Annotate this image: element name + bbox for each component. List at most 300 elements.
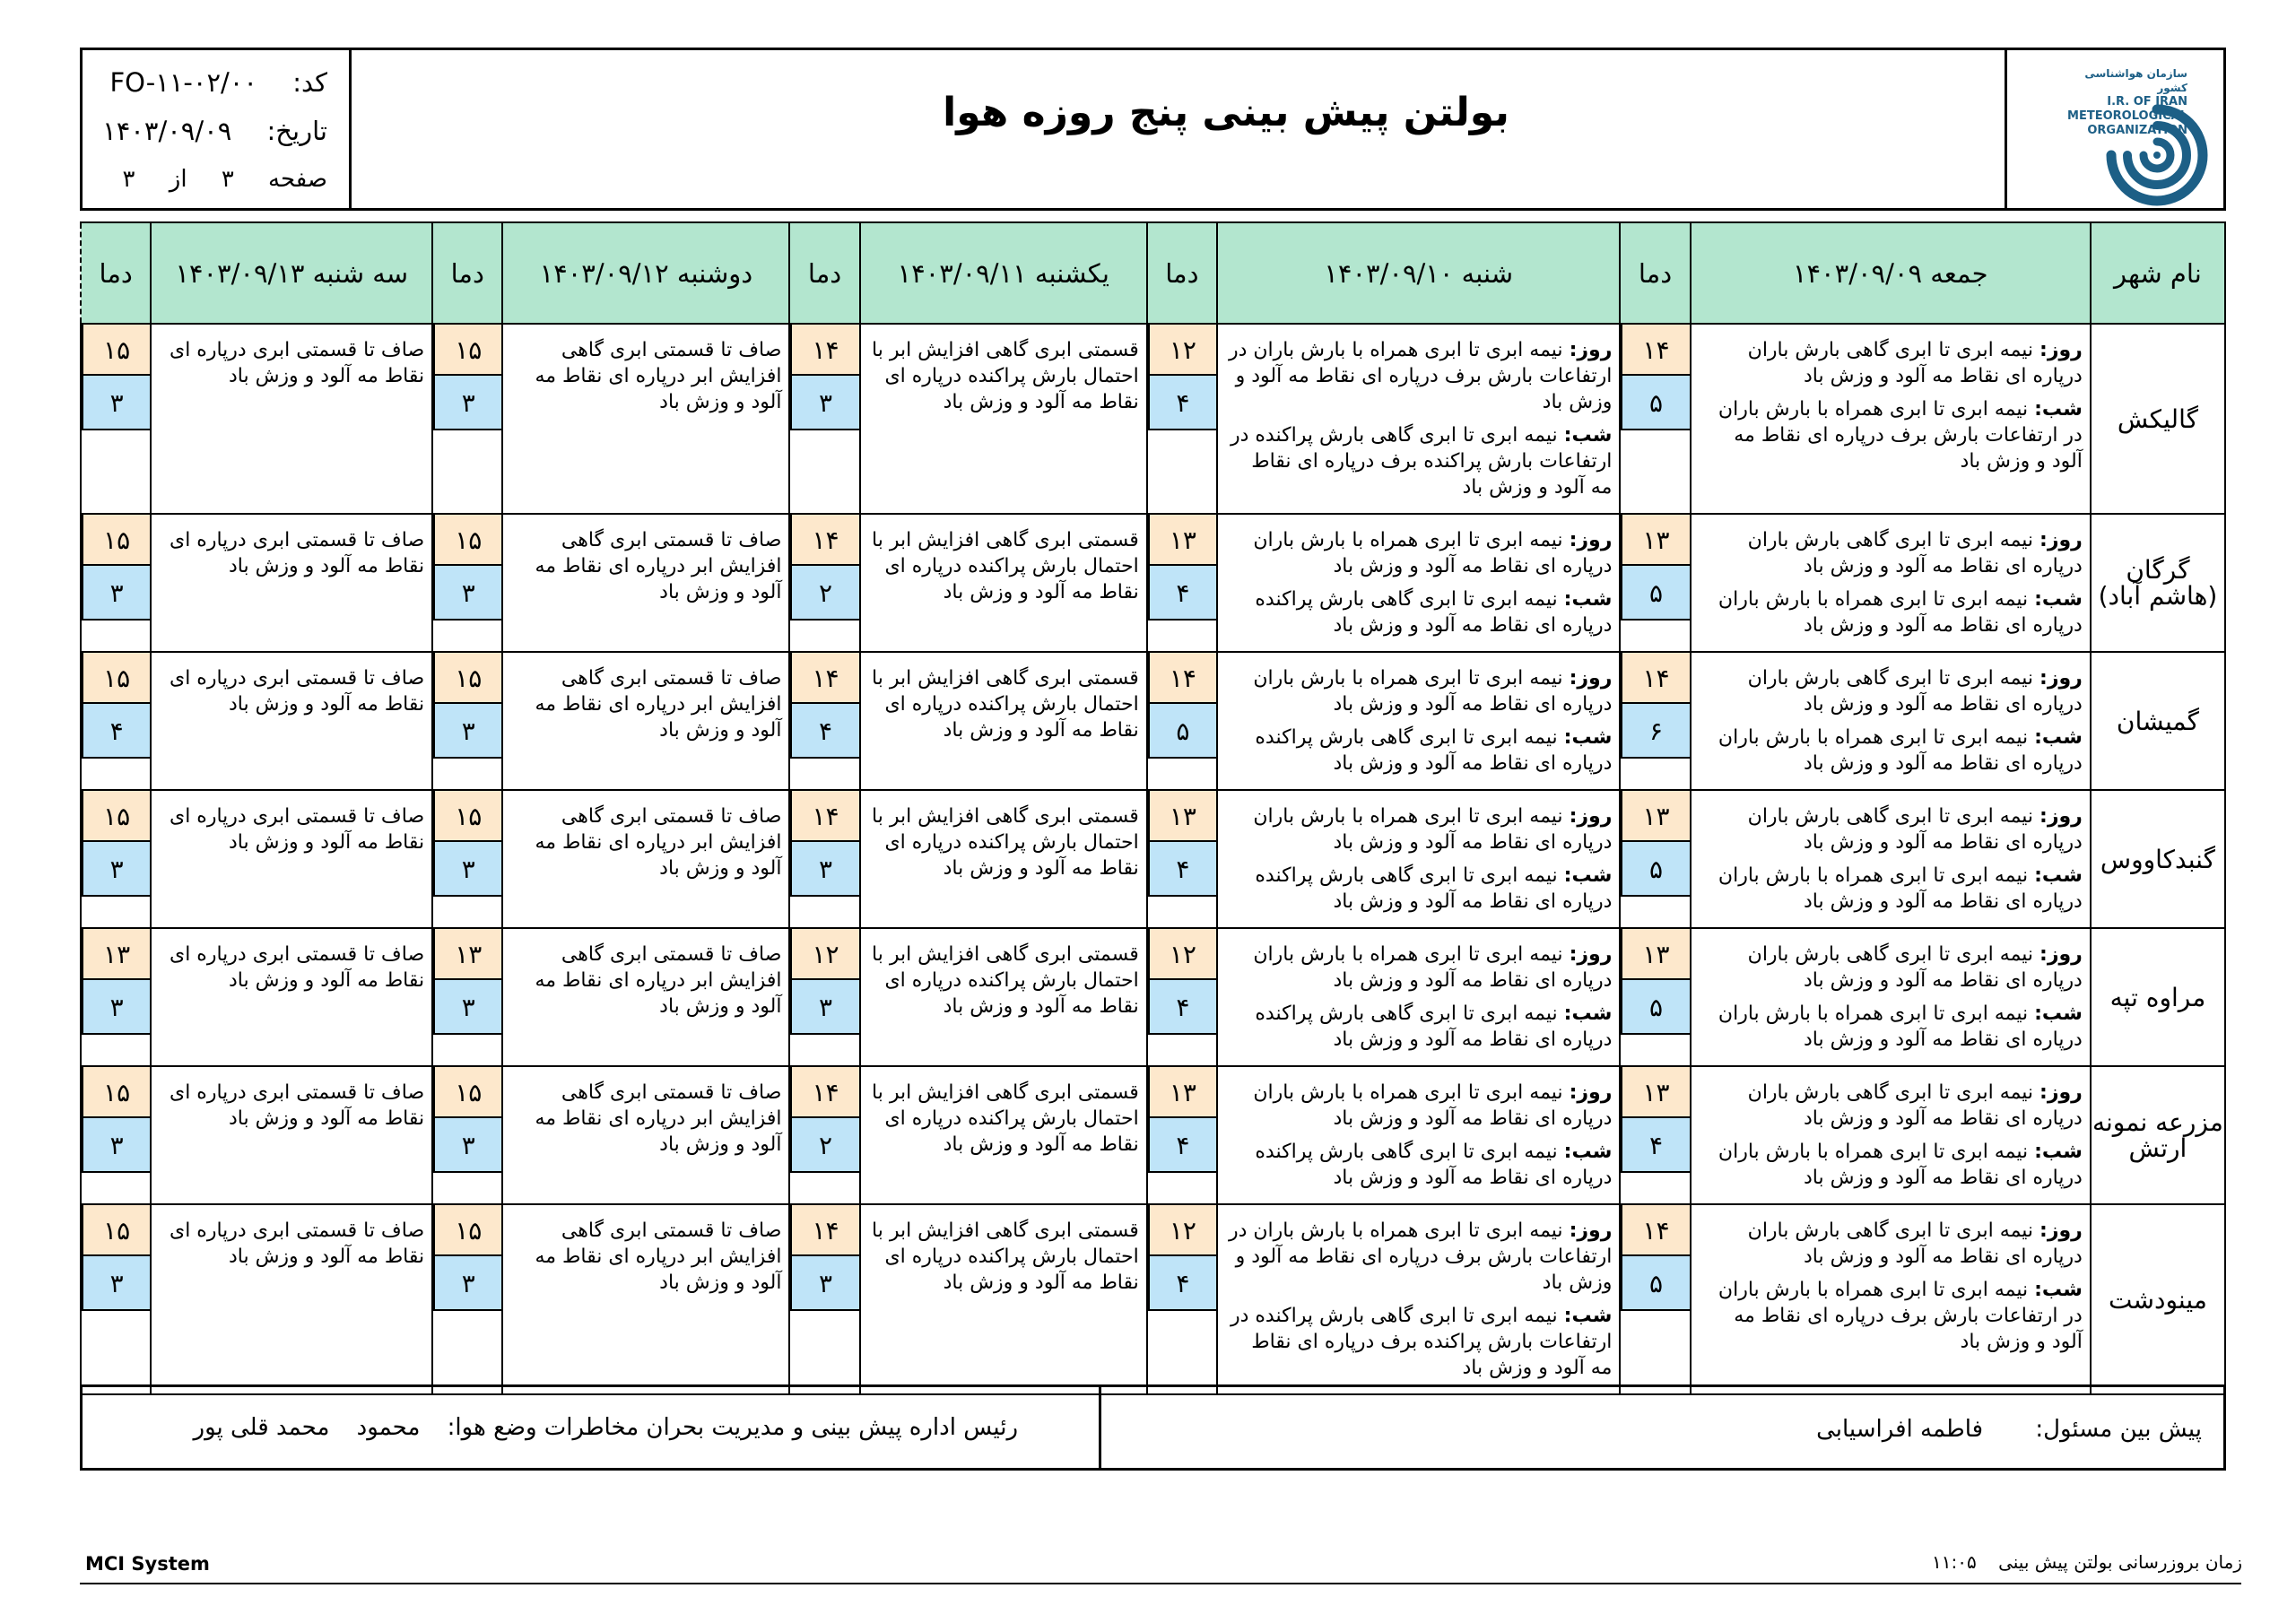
max-temp: ۱۴	[790, 1205, 858, 1256]
min-temp: ۴	[1148, 376, 1216, 430]
max-temp: ۱۵	[433, 325, 501, 376]
max-temp: ۱۴	[790, 515, 858, 566]
night-text: نیمه ابری تا ابری گاهی بارش پراکنده درپاره ای نقاط مه آلود و وزش باد	[1255, 1002, 1613, 1051]
forecast-text: صاف تا قسمتی ابری گاهی افزایش ابر درپاره ای نقاط مه آلود و وزش باد	[535, 667, 782, 742]
night-label: شب:	[1563, 1305, 1613, 1327]
night-forecast	[1225, 1303, 1612, 1381]
min-temp: ۳	[433, 842, 501, 897]
max-temp: ۱۲	[1148, 1205, 1216, 1256]
min-temp: ۳	[790, 1256, 858, 1311]
table-row	[81, 1204, 2225, 1394]
forecast-description	[1691, 652, 2091, 790]
max-temp: ۱۴	[1621, 1205, 1689, 1256]
day-label: روز:	[1569, 805, 1613, 828]
night-forecast	[1699, 725, 2083, 777]
forecast-text: قسمتی ابری گاهی افزایش ابر با احتمال بارش پراکنده درپاره ای نقاط مه آلود و وزش باد	[872, 943, 1139, 1018]
forecast-text: قسمتی ابری گاهی افزایش ابر با احتمال بارش پراکنده درپاره ای نقاط مه آلود و وزش باد	[872, 1081, 1139, 1156]
forecast-description	[1217, 1204, 1620, 1394]
max-temp: ۱۵	[82, 791, 150, 842]
min-temp: ۴	[1148, 980, 1216, 1035]
temperature-cell	[789, 514, 859, 652]
date-label: تاریخ:	[266, 116, 327, 146]
footer-divider	[80, 1583, 2241, 1584]
night-label: شب:	[2034, 1279, 2083, 1301]
night-forecast	[1699, 586, 2083, 638]
temperature-cell	[1147, 1204, 1217, 1394]
night-text: نیمه ابری تا ابری گاهی بارش پراکنده درپاره ای نقاط مه آلود و وزش باد	[1255, 726, 1613, 775]
max-temp: ۱۵	[433, 515, 501, 566]
min-temp: ۳	[790, 842, 858, 897]
temperature-cell	[789, 1204, 859, 1394]
temperature-cell	[432, 652, 502, 790]
min-temp: ۴	[82, 704, 150, 759]
night-forecast	[1699, 1001, 2083, 1053]
day-text: نیمه ابری تا ابری همراه با بارش باران درپاره ای نقاط مه آلود و وزش باد	[1253, 667, 1613, 716]
date-value: ۱۴۰۳/۰۹/۰۹	[102, 116, 232, 146]
temperature-cell	[1620, 1204, 1690, 1394]
temp-column-header: دما	[432, 222, 502, 324]
day-label: روز:	[1569, 339, 1613, 361]
table-header-row	[81, 222, 2225, 324]
temp-column-header: دما	[789, 222, 859, 324]
forecast-text: قسمتی ابری گاهی افزایش ابر با احتمال بارش پراکنده درپاره ای نقاط مه آلود و وزش باد	[872, 667, 1139, 742]
forecast-table-body	[81, 324, 2225, 1394]
forecaster-name: فاطمه افراسیابی	[1816, 1416, 1984, 1443]
forecast-description	[151, 790, 432, 928]
forecaster-label: پیش بین مسئول:	[2035, 1416, 2202, 1443]
logo-en-line: I.R. OF IRAN	[2107, 95, 2187, 108]
night-label: شب:	[2034, 588, 2083, 611]
head-signature	[83, 1387, 1101, 1468]
forecast-text: قسمتی ابری گاهی افزایش ابر با احتمال بارش پراکنده درپاره ای نقاط مه آلود و وزش باد	[872, 1219, 1139, 1294]
day-forecast	[1699, 337, 2083, 389]
forecast-text: صاف تا قسمتی ابری درپاره ای نقاط مه آلود و وزش باد	[169, 529, 425, 577]
day-text: نیمه ابری تا ابری گاهی بارش باران درپاره ای نقاط مه آلود و وزش باد	[1747, 339, 2083, 387]
max-temp: ۱۵	[433, 791, 501, 842]
day-text: نیمه ابری تا ابری همراه با بارش باران در ارتفاعات بارش برف درپاره ای نقاط مه آلود و وزش باد	[1228, 1219, 1613, 1294]
organization-logo	[2005, 50, 2223, 208]
temperature-cell	[432, 1066, 502, 1204]
max-temp: ۱۳	[1148, 1067, 1216, 1118]
day-text: نیمه ابری تا ابری همراه با بارش باران درپاره ای نقاط مه آلود و وزش باد	[1253, 529, 1613, 577]
max-temp: ۱۳	[82, 929, 150, 980]
day-text: نیمه ابری تا ابری گاهی بارش باران درپاره ای نقاط مه آلود و وزش باد	[1747, 943, 2083, 992]
night-forecast	[1699, 1139, 2083, 1191]
table-row	[81, 1066, 2225, 1204]
day-label: روز:	[2039, 529, 2083, 551]
day-forecast	[1225, 337, 1612, 415]
temperature-cell	[1620, 928, 1690, 1066]
night-text: نیمه ابری تا ابری همراه با بارش باران درپاره ای نقاط مه آلود و وزش باد	[1718, 588, 2083, 637]
night-text: نیمه ابری تا ابری گاهی بارش پراکنده در ارتفاعات بارش پراکنده برف درپاره ای نقاط مه آلود و وزش باد	[1230, 1305, 1613, 1379]
day-forecast	[1225, 665, 1612, 717]
min-temp: ۴	[790, 704, 858, 759]
temperature-cell	[1620, 324, 1690, 514]
night-text: نیمه ابری تا ابری همراه با بارش باران درپاره ای نقاط مه آلود و وزش باد	[1718, 726, 2083, 775]
logo-en-line: METEOROLOGICAL	[2067, 109, 2187, 123]
night-text: نیمه ابری تا ابری گاهی بارش پراکنده درپاره ای نقاط مه آلود و وزش باد	[1255, 1141, 1613, 1189]
max-temp: ۱۵	[82, 325, 150, 376]
table-row	[81, 928, 2225, 1066]
night-text: نیمه ابری تا ابری همراه با بارش باران درپاره ای نقاط مه آلود و وزش باد	[1718, 1141, 2083, 1189]
day-forecast	[1699, 527, 2083, 579]
day-forecast	[1699, 1218, 2083, 1270]
day-column-header: سه شنبه ۱۴۰۳/۰۹/۱۳	[151, 222, 432, 324]
forecast-description	[860, 928, 1147, 1066]
max-temp: ۱۳	[1148, 791, 1216, 842]
day-forecast	[1699, 803, 2083, 855]
day-column-header: شنبه ۱۴۰۳/۰۹/۱۰	[1217, 222, 1620, 324]
min-temp: ۳	[82, 1256, 150, 1311]
forecast-description	[860, 324, 1147, 514]
night-label: شب:	[1563, 864, 1613, 887]
head-last-name: محمد قلی پور	[193, 1414, 330, 1441]
day-forecast	[1699, 1080, 2083, 1132]
temperature-cell	[1147, 790, 1217, 928]
temperature-cell	[81, 514, 151, 652]
forecast-table	[80, 221, 2226, 1395]
max-temp: ۱۲	[1148, 929, 1216, 980]
temp-column-header: دما	[1147, 222, 1217, 324]
forecaster-signature	[1101, 1387, 2223, 1468]
max-temp: ۱۴	[1148, 653, 1216, 704]
forecast-text: صاف تا قسمتی ابری گاهی افزایش ابر درپاره ای نقاط مه آلود و وزش باد	[535, 805, 782, 880]
night-forecast	[1225, 422, 1612, 500]
forecast-description	[1691, 1204, 2091, 1394]
night-label: شب:	[1563, 588, 1613, 611]
forecast-text: قسمتی ابری گاهی افزایش ابر با احتمال بارش پراکنده درپاره ای نقاط مه آلود و وزش باد	[872, 805, 1139, 880]
forecast-text: صاف تا قسمتی ابری درپاره ای نقاط مه آلود و وزش باد	[169, 1081, 425, 1130]
forecast-description	[1217, 928, 1620, 1066]
day-column-header: دوشنبه ۱۴۰۳/۰۹/۱۲	[502, 222, 789, 324]
max-temp: ۱۴	[1621, 325, 1689, 376]
city-name: مزرعه نمونه ارتش	[2091, 1066, 2225, 1204]
forecast-text: قسمتی ابری گاهی افزایش ابر با احتمال بارش پراکنده درپاره ای نقاط مه آلود و وزش باد	[872, 529, 1139, 603]
temperature-cell	[81, 1066, 151, 1204]
max-temp: ۱۴	[1621, 653, 1689, 704]
night-label: شب:	[1563, 1141, 1613, 1163]
day-forecast	[1699, 665, 2083, 717]
city-name: گرگان (هاشم آباد)	[2091, 514, 2225, 652]
temperature-cell	[81, 652, 151, 790]
min-temp: ۳	[82, 376, 150, 430]
code-value: FO-۱۱-۰۲/۰۰	[109, 67, 257, 98]
forecast-description	[151, 324, 432, 514]
forecast-text: صاف تا قسمتی ابری گاهی افزایش ابر درپاره ای نقاط مه آلود و وزش باد	[535, 1081, 782, 1156]
system-name: MCI System	[85, 1553, 210, 1575]
temperature-cell	[1147, 514, 1217, 652]
day-column-header: یکشنبه ۱۴۰۳/۰۹/۱۱	[860, 222, 1147, 324]
day-label: روز:	[2039, 1081, 2083, 1104]
head-title: رئیس اداره پیش بینی و مدیریت بحران مخاطرات وضع هوا:	[447, 1414, 1018, 1441]
min-temp: ۳	[790, 980, 858, 1035]
forecast-description	[502, 652, 789, 790]
day-label: روز:	[1569, 667, 1613, 690]
night-forecast	[1225, 725, 1612, 777]
forecast-description	[151, 1204, 432, 1394]
forecast-description	[860, 514, 1147, 652]
min-temp: ۳	[82, 1118, 150, 1173]
page-total: ۳	[122, 166, 135, 193]
day-forecast	[1225, 942, 1612, 994]
bulletin-header	[80, 48, 2226, 211]
forecast-description	[1691, 790, 2091, 928]
temperature-cell	[789, 652, 859, 790]
temperature-cell	[1147, 324, 1217, 514]
min-temp: ۴	[1621, 1118, 1689, 1173]
forecast-description	[1217, 790, 1620, 928]
max-temp: ۱۳	[1621, 929, 1689, 980]
min-temp: ۴	[1148, 842, 1216, 897]
night-forecast	[1699, 396, 2083, 474]
temperature-cell	[1147, 928, 1217, 1066]
temperature-cell	[81, 928, 151, 1066]
update-time: ۱۱:۰۵	[1932, 1551, 1977, 1573]
logo-en-line: ORGANIZATION	[2087, 124, 2187, 137]
signature-box	[80, 1384, 2226, 1471]
date-row	[102, 113, 327, 149]
min-temp: ۵	[1621, 980, 1689, 1035]
temperature-cell	[432, 928, 502, 1066]
night-forecast	[1225, 1139, 1612, 1191]
day-label: روز:	[2039, 339, 2083, 361]
min-temp: ۵	[1621, 1256, 1689, 1311]
page-label: صفحه	[268, 166, 327, 193]
table-row	[81, 652, 2225, 790]
night-text: نیمه ابری تا ابری همراه با بارش باران در ارتفاعات بارش برف درپاره ای نقاط مه آلود و وزش باد	[1718, 398, 2083, 473]
max-temp: ۱۴	[790, 791, 858, 842]
day-text: نیمه ابری تا ابری همراه با بارش باران درپاره ای نقاط مه آلود و وزش باد	[1253, 943, 1613, 992]
temperature-cell	[789, 324, 859, 514]
min-temp: ۳	[433, 1118, 501, 1173]
min-temp: ۵	[1621, 842, 1689, 897]
night-forecast	[1225, 1001, 1612, 1053]
day-forecast	[1225, 1080, 1612, 1132]
night-forecast	[1225, 586, 1612, 638]
max-temp: ۱۳	[1621, 791, 1689, 842]
code-label: کد:	[292, 67, 327, 98]
min-temp: ۵	[1621, 566, 1689, 621]
day-text: نیمه ابری تا ابری گاهی بارش باران درپاره ای نقاط مه آلود و وزش باد	[1747, 1081, 2083, 1130]
temperature-cell	[789, 790, 859, 928]
forecast-text: صاف تا قسمتی ابری درپاره ای نقاط مه آلود و وزش باد	[169, 1219, 425, 1268]
night-text: نیمه ابری تا ابری گاهی بارش پراکنده درپاره ای نقاط مه آلود و وزش باد	[1255, 588, 1613, 637]
forecast-text: صاف تا قسمتی ابری گاهی افزایش ابر درپاره ای نقاط مه آلود و وزش باد	[535, 339, 782, 413]
city-name: مینودشت	[2091, 1204, 2225, 1394]
day-text: نیمه ابری تا ابری همراه با بارش باران در ارتفاعات بارش برف درپاره ای نقاط مه آلود و وزش باد	[1228, 339, 1613, 413]
day-label: روز:	[2039, 667, 2083, 690]
forecast-description	[1217, 1066, 1620, 1204]
forecast-description	[502, 790, 789, 928]
table-row	[81, 790, 2225, 928]
min-temp: ۶	[1621, 704, 1689, 759]
temperature-cell	[81, 790, 151, 928]
night-label: شب:	[2034, 1002, 2083, 1025]
forecast-text: قسمتی ابری گاهی افزایش ابر با احتمال بارش پراکنده درپاره ای نقاط مه آلود و وزش باد	[872, 339, 1139, 413]
day-label: روز:	[1569, 1081, 1613, 1104]
forecast-description	[502, 324, 789, 514]
day-text: نیمه ابری تا ابری گاهی بارش باران درپاره ای نقاط مه آلود و وزش باد	[1747, 667, 2083, 716]
forecast-text: صاف تا قسمتی ابری گاهی افزایش ابر درپاره ای نقاط مه آلود و وزش باد	[535, 529, 782, 603]
temperature-cell	[1620, 652, 1690, 790]
forecast-description	[151, 1066, 432, 1204]
city-name: گالیکش	[2091, 324, 2225, 514]
night-label: شب:	[1563, 726, 1613, 749]
night-label: شب:	[1563, 424, 1613, 447]
forecast-description	[1217, 514, 1620, 652]
temperature-cell	[789, 1066, 859, 1204]
temp-column-header: دما	[81, 222, 151, 324]
forecast-description	[1691, 324, 2091, 514]
temperature-cell	[432, 514, 502, 652]
max-temp: ۱۳	[1621, 1067, 1689, 1118]
min-temp: ۴	[1148, 1256, 1216, 1311]
max-temp: ۱۳	[1148, 515, 1216, 566]
night-text: نیمه ابری تا ابری همراه با بارش باران درپاره ای نقاط مه آلود و وزش باد	[1718, 1002, 2083, 1051]
max-temp: ۱۴	[790, 1067, 858, 1118]
forecast-description	[502, 928, 789, 1066]
min-temp: ۴	[1148, 566, 1216, 621]
logo-fa-text: سازمان هواشناسی کشور	[2084, 67, 2187, 94]
day-forecast	[1699, 942, 2083, 994]
day-text: نیمه ابری تا ابری همراه با بارش باران درپاره ای نقاط مه آلود و وزش باد	[1253, 805, 1613, 854]
forecast-description	[860, 652, 1147, 790]
document-meta	[83, 50, 352, 208]
min-temp: ۳	[82, 980, 150, 1035]
forecast-text: صاف تا قسمتی ابری گاهی افزایش ابر درپاره ای نقاط مه آلود و وزش باد	[535, 943, 782, 1018]
day-text: نیمه ابری تا ابری گاهی بارش باران درپاره ای نقاط مه آلود و وزش باد	[1747, 529, 2083, 577]
temp-column-header: دما	[1620, 222, 1690, 324]
min-temp: ۳	[433, 566, 501, 621]
forecast-description	[151, 514, 432, 652]
page-of: از	[169, 166, 187, 193]
night-label: شب:	[2034, 864, 2083, 887]
night-forecast	[1225, 863, 1612, 915]
city-name: مراوه تپه	[2091, 928, 2225, 1066]
update-time-note	[1932, 1551, 2242, 1573]
max-temp: ۱۳	[1621, 515, 1689, 566]
max-temp: ۱۳	[433, 929, 501, 980]
max-temp: ۱۴	[790, 653, 858, 704]
table-row	[81, 514, 2225, 652]
night-label: شب:	[2034, 1141, 2083, 1163]
head-first-name: محمود	[356, 1414, 421, 1441]
day-text: نیمه ابری تا ابری گاهی بارش باران درپاره ای نقاط مه آلود و وزش باد	[1747, 1219, 2083, 1268]
temperature-cell	[1147, 1066, 1217, 1204]
day-forecast	[1225, 803, 1612, 855]
temperature-cell	[1620, 790, 1690, 928]
forecast-text: صاف تا قسمتی ابری گاهی افزایش ابر درپاره ای نقاط مه آلود و وزش باد	[535, 1219, 782, 1294]
max-temp: ۱۵	[82, 1205, 150, 1256]
min-temp: ۳	[433, 376, 501, 430]
min-temp: ۲	[790, 1118, 858, 1173]
page-row	[96, 161, 327, 197]
temperature-cell	[81, 324, 151, 514]
forecast-description	[151, 928, 432, 1066]
day-label: روز:	[1569, 1219, 1613, 1242]
temperature-cell	[432, 790, 502, 928]
min-temp: ۵	[1621, 376, 1689, 430]
min-temp: ۳	[82, 566, 150, 621]
temperature-cell	[81, 1204, 151, 1394]
max-temp: ۱۵	[433, 653, 501, 704]
forecast-description	[860, 1066, 1147, 1204]
day-label: روز:	[2039, 805, 2083, 828]
meteorological-spiral-icon	[2104, 102, 2210, 208]
forecast-text: صاف تا قسمتی ابری درپاره ای نقاط مه آلود و وزش باد	[169, 805, 425, 854]
temperature-cell	[789, 928, 859, 1066]
forecast-text: صاف تا قسمتی ابری درپاره ای نقاط مه آلود و وزش باد	[169, 667, 425, 716]
temperature-cell	[432, 1204, 502, 1394]
city-column-header: نام شهر	[2091, 222, 2225, 324]
min-temp: ۳	[433, 1256, 501, 1311]
code-row	[109, 65, 327, 100]
min-temp: ۳	[82, 842, 150, 897]
night-text: نیمه ابری تا ابری گاهی بارش پراکنده در ارتفاعات بارش پراکنده برف درپاره ای نقاط مه آلود و وزش باد	[1230, 424, 1613, 499]
day-label: روز:	[1569, 943, 1613, 966]
min-temp: ۴	[1148, 1118, 1216, 1173]
day-column-header: جمعه ۱۴۰۳/۰۹/۰۹	[1691, 222, 2091, 324]
forecast-description	[1691, 1066, 2091, 1204]
max-temp: ۱۵	[82, 515, 150, 566]
day-label: روز:	[2039, 943, 2083, 966]
night-forecast	[1699, 863, 2083, 915]
forecast-description	[1217, 324, 1620, 514]
night-forecast	[1699, 1277, 2083, 1355]
page-title: بولتن پیش بینی پنج روزه هوا	[943, 90, 1509, 135]
max-temp: ۱۲	[1148, 325, 1216, 376]
day-text: نیمه ابری تا ابری گاهی بارش باران درپاره ای نقاط مه آلود و وزش باد	[1747, 805, 2083, 854]
day-label: روز:	[2039, 1219, 2083, 1242]
forecast-description	[1691, 514, 2091, 652]
update-label: زمان بروزرسانی بولتن پیش بینی	[1998, 1551, 2242, 1573]
forecast-description	[502, 514, 789, 652]
day-forecast	[1225, 1218, 1612, 1296]
night-text: نیمه ابری تا ابری همراه با بارش باران در ارتفاعات بارش برف درپاره ای نقاط مه آلود و وزش باد	[1718, 1279, 2083, 1353]
night-label: شب:	[1563, 1002, 1613, 1025]
city-name: گمیشان	[2091, 652, 2225, 790]
min-temp: ۳	[433, 704, 501, 759]
max-temp: ۱۲	[790, 929, 858, 980]
max-temp: ۱۵	[433, 1205, 501, 1256]
night-label: شب:	[2034, 398, 2083, 421]
max-temp: ۱۵	[82, 653, 150, 704]
night-label: شب:	[2034, 726, 2083, 749]
forecast-description	[151, 652, 432, 790]
forecast-description	[860, 1204, 1147, 1394]
day-label: روز:	[1569, 529, 1613, 551]
forecast-description	[502, 1204, 789, 1394]
min-temp: ۵	[1148, 704, 1216, 759]
max-temp: ۱۴	[790, 325, 858, 376]
max-temp: ۱۵	[433, 1067, 501, 1118]
forecast-description	[1217, 652, 1620, 790]
forecast-text: صاف تا قسمتی ابری درپاره ای نقاط مه آلود و وزش باد	[169, 339, 425, 387]
min-temp: ۳	[433, 980, 501, 1035]
city-name: گنبدکاووس	[2091, 790, 2225, 928]
night-text: نیمه ابری تا ابری گاهی بارش پراکنده درپاره ای نقاط مه آلود و وزش باد	[1255, 864, 1613, 913]
table-row	[81, 324, 2225, 514]
temperature-cell	[1620, 1066, 1690, 1204]
page-current: ۳	[221, 166, 234, 193]
forecast-description	[1691, 928, 2091, 1066]
temperature-cell	[1147, 652, 1217, 790]
max-temp: ۱۵	[82, 1067, 150, 1118]
night-text: نیمه ابری تا ابری همراه با بارش باران درپاره ای نقاط مه آلود و وزش باد	[1718, 864, 2083, 913]
temperature-cell	[432, 324, 502, 514]
day-forecast	[1225, 527, 1612, 579]
day-text: نیمه ابری تا ابری همراه با بارش باران درپاره ای نقاط مه آلود و وزش باد	[1253, 1081, 1613, 1130]
